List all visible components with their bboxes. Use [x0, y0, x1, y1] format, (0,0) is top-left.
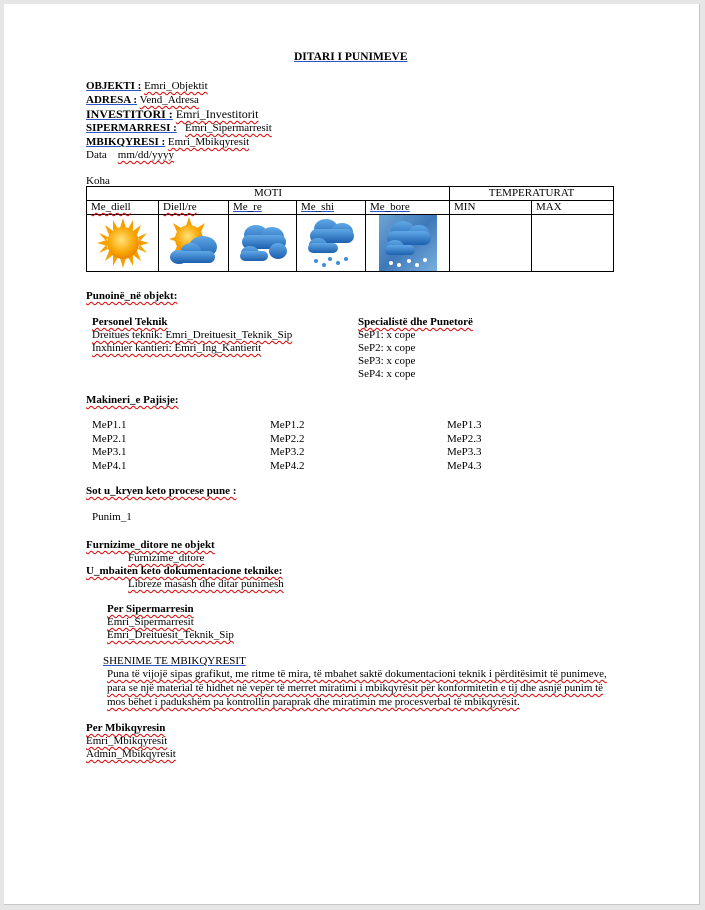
machinery-item: MeP3.2	[270, 446, 305, 458]
machinery-col-2	[270, 419, 305, 473]
contractor-signature-line: Emri_Sipermarresit	[107, 616, 194, 628]
specialist-item: SeP1: x cope	[358, 329, 416, 341]
field-label: OBJEKTI :	[86, 80, 142, 92]
field-investitori	[86, 108, 258, 122]
documentation-item: Libreze masash dhe ditar punimesh	[128, 578, 284, 590]
temperature-header: TEMPERATURAT	[450, 187, 614, 201]
specialist-item: SeP3: x cope	[358, 355, 416, 367]
specialists-heading: Specialistë dhe Punetorë	[358, 316, 473, 328]
specialist-item: SeP4: x cope	[358, 368, 416, 380]
date-label: Data	[86, 149, 107, 161]
supervisor-signature-line: Admin_Mbikqyresit	[86, 748, 176, 760]
machinery-item: MeP1.3	[447, 419, 482, 431]
cell-snow[interactable]	[366, 215, 450, 272]
machinery-item: MeP4.1	[92, 459, 127, 472]
col-me-re: Me_re	[229, 201, 297, 215]
sun-icon	[94, 215, 152, 271]
technical-staff-item: Inxhinier kantieri: Emri_Ing_Kantierit	[92, 342, 262, 354]
machinery-heading: Makineri_e Pajisje:	[86, 394, 179, 406]
machinery-item: MeP2.2	[270, 432, 305, 445]
field-value[interactable]: Vend_Adresa	[139, 94, 199, 106]
document-title: DITARI I PUNIMEVE	[294, 51, 408, 63]
col-me-bore: Me_bore	[366, 201, 450, 215]
specialist-item: SeP2: x cope	[358, 342, 416, 354]
technical-staff-heading: Personel Teknik	[92, 316, 168, 328]
field-data	[86, 149, 174, 163]
machinery-item: MeP1.1	[92, 419, 127, 431]
machinery-item: MeP4.2	[270, 459, 305, 472]
time-label: Koha	[86, 175, 110, 187]
field-objekti	[86, 80, 208, 94]
machinery-item: MeP1.2	[270, 419, 305, 431]
snow-icon	[379, 215, 437, 271]
field-label: SIPERMARRESI :	[86, 122, 177, 134]
field-value[interactable]: Emri_Mbikqyresit	[167, 136, 250, 148]
processes-heading: Sot u_kryen keto procese pune :	[86, 485, 237, 497]
supervisor-notes-heading: SHENIME TE MBIKQYRESIT	[103, 655, 246, 667]
cell-temp-max[interactable]	[532, 215, 614, 272]
cell-sun-cloud[interactable]	[159, 215, 229, 272]
supervisor-note-line: Puna të vijojë sipas grafikut, me ritme të mira, të mbahet saktë dokumentacioni teknik i përditësimit të punimeve,	[107, 668, 607, 680]
process-item: Punim_1	[92, 511, 132, 523]
sun-cloud-icon	[165, 215, 223, 271]
machinery-col-1	[92, 419, 127, 473]
field-adresa	[86, 94, 199, 108]
supervisor-signature-heading: Per Mbikqyresin	[86, 722, 166, 734]
col-min: MIN	[450, 201, 532, 215]
col-max: MAX	[532, 201, 614, 215]
supplies-item: Furnizime_ditore	[128, 552, 205, 564]
supervisor-note-line: mos bëhet i padukshëm pa kontrollin paraprak dhe miratimin me procesverbal të mbikqyrësit.	[107, 696, 520, 708]
col-me-shi: Me_shi	[297, 201, 366, 215]
field-label: ADRESA :	[86, 94, 138, 106]
cell-sun[interactable]	[87, 215, 159, 272]
cell-cloud[interactable]	[229, 215, 297, 272]
field-label: MBIKQYRESI :	[86, 136, 166, 148]
field-value[interactable]: Emri_Investitorit	[175, 107, 259, 121]
date-value[interactable]: mm/dd/yyyy	[117, 149, 174, 161]
workers-heading: Punoinë_në objekt:	[86, 290, 178, 302]
field-mbikqyresi	[86, 136, 249, 150]
machinery-item: MeP2.1	[92, 432, 127, 445]
supplies-heading: Furnizime_ditore ne objekt	[86, 539, 215, 551]
document-page	[4, 4, 700, 905]
machinery-item: MeP4.3	[447, 459, 482, 472]
field-value[interactable]: Emri_Objektit	[144, 80, 208, 92]
field-sipermarresi	[86, 122, 272, 136]
field-value[interactable]: Emri_Sipermarresit	[185, 122, 272, 134]
rain-icon	[302, 215, 360, 271]
machinery-item: MeP3.3	[447, 446, 482, 458]
weather-table	[86, 186, 614, 272]
cloud-icon	[234, 215, 292, 271]
machinery-item: MeP2.3	[447, 432, 482, 445]
col-me-diell: Me_diell	[87, 201, 159, 215]
machinery-col-3	[447, 419, 482, 473]
cell-temp-min[interactable]	[450, 215, 532, 272]
field-label: INVESTITORI :	[86, 107, 173, 121]
documentation-heading: U_mbaiten keto dokumentacione teknike:	[86, 565, 283, 577]
weather-header: MOTI	[87, 187, 450, 201]
contractor-signature-line: Emri_Dreituesit_Teknik_Sip	[107, 629, 234, 641]
supervisor-note-line: para se një material të hidhet në vepër të merret miratimi i mbikqyrësit për konformitetin e tij dhe asnjë punim të	[107, 682, 604, 694]
contractor-signature-heading: Per Sipermarresin	[107, 603, 194, 615]
col-diell-re: Diell/re	[159, 201, 229, 215]
cell-rain[interactable]	[297, 215, 366, 272]
technical-staff-item: Dreitues teknik: Emri_Dreituesit_Teknik_Sip	[92, 329, 293, 341]
machinery-item: MeP3.1	[92, 446, 127, 458]
supervisor-signature-line: Emri_Mbikqyresit	[86, 735, 168, 747]
